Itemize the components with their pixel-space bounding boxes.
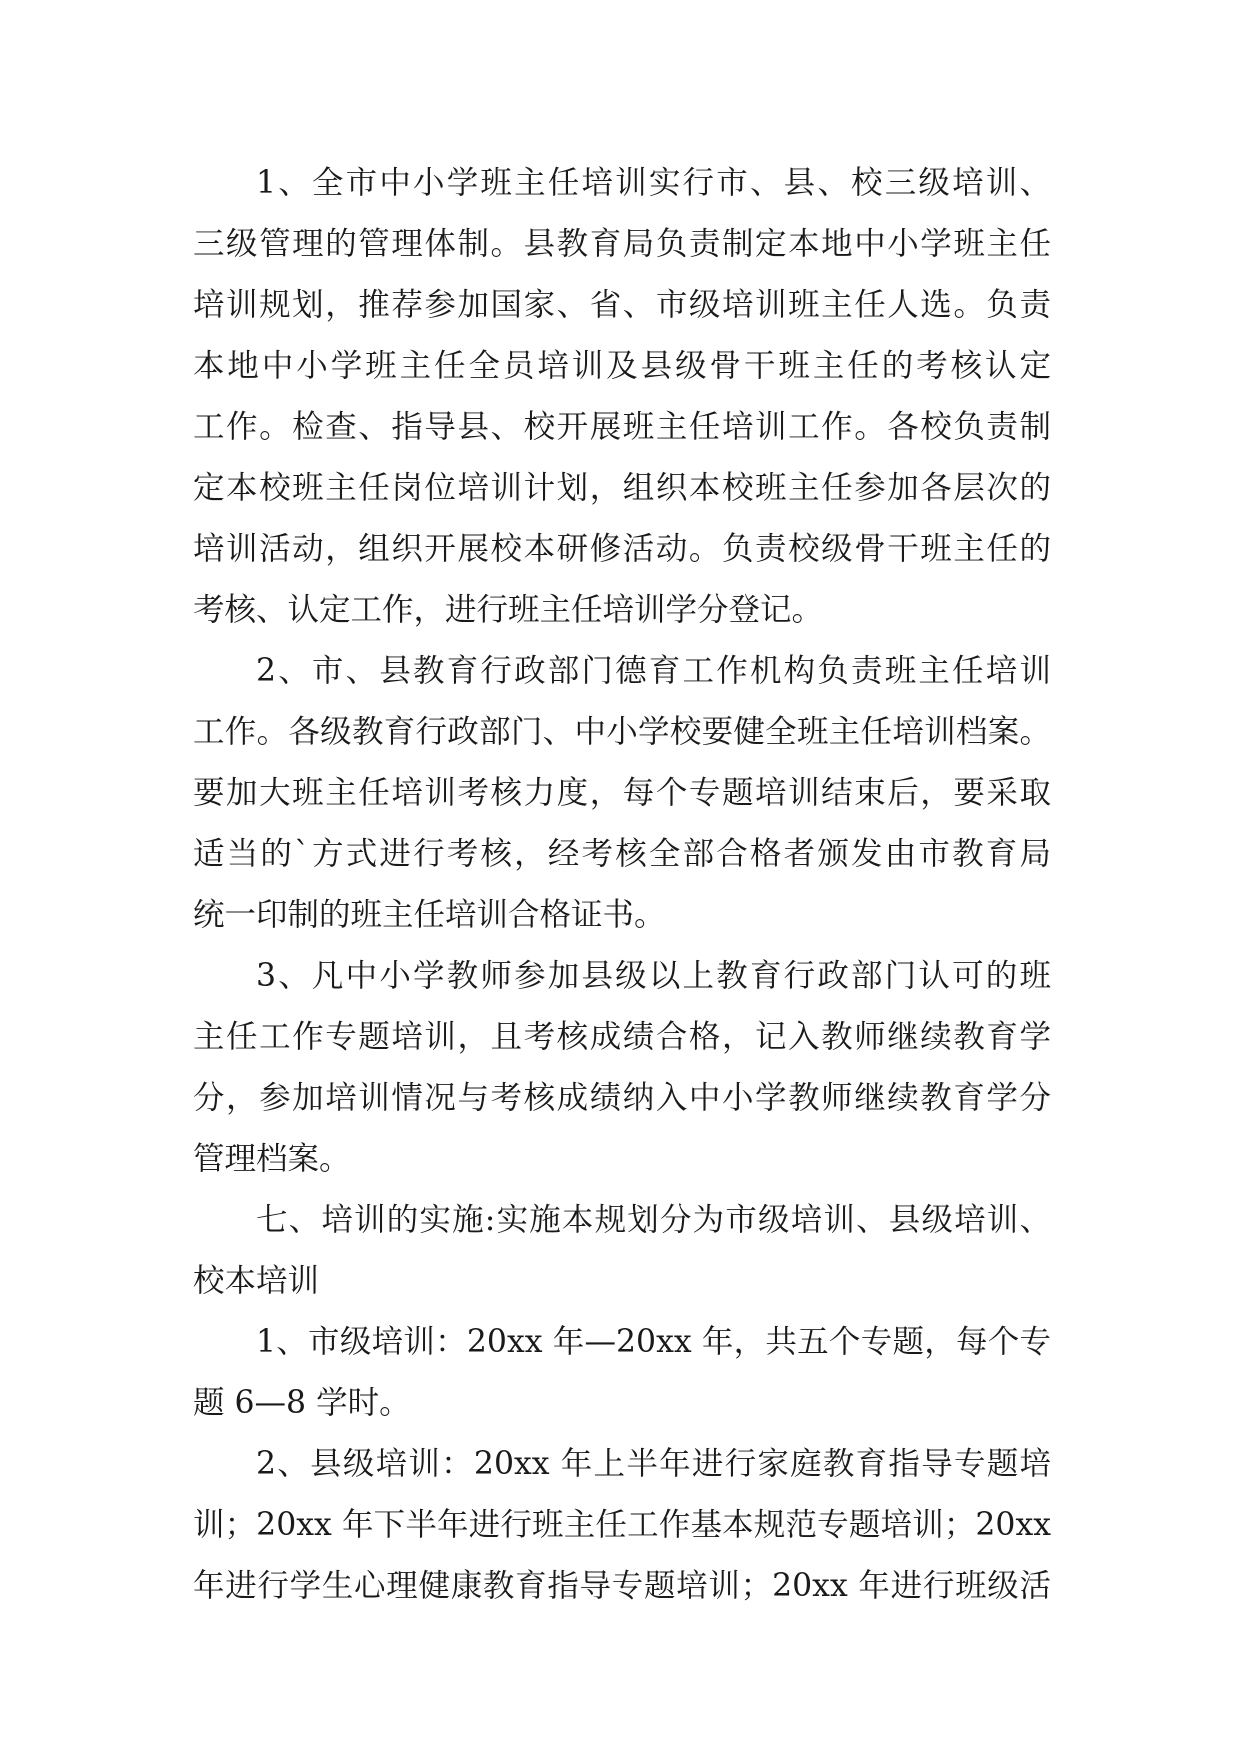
paragraph-line: 题 6—8 学时。 [193, 1385, 411, 1421]
paragraph-line: 2、市、县教育行政部门德育工作机构负责班主任培训 [256, 653, 1051, 689]
document-body [193, 153, 1051, 1617]
section-heading-training-implementation [193, 1190, 1051, 1312]
paragraph-line: 管理档案。 [193, 1141, 351, 1177]
paragraph-line: 统一印制的班主任培训合格证书。 [193, 897, 666, 933]
paragraph-city-level-training [193, 1312, 1051, 1434]
paragraph-line: 定本校班主任岗位培训计划，组织本校班主任参加各层次的 [193, 470, 1051, 506]
paragraph-line: 考核、认定工作，进行班主任培训学分登记。 [193, 592, 824, 628]
paragraph-line: 工作。各级教育行政部门、中小学校要健全班主任培训档案。 [193, 714, 1051, 750]
paragraph-line: 七、培训的实施:实施本规划分为市级培训、县级培训、 [256, 1202, 1051, 1238]
paragraph-line: 3、凡中小学教师参加县级以上教育行政部门认可的班 [256, 958, 1051, 994]
paragraph-county-level-training [193, 1434, 1051, 1617]
paragraph-class-teacher-training-management [193, 153, 1051, 641]
paragraph-line: 1、市级培训：20xx 年—20xx 年，共五个专题，每个专 [256, 1324, 1051, 1360]
paragraph-line: 校本培训 [193, 1263, 320, 1299]
paragraph-line: 训；20xx 年下半年进行班主任工作基本规范专题培训；20xx [193, 1507, 1051, 1543]
paragraph-line: 工作。检查、指导县、校开展班主任培训工作。各校负责制 [193, 409, 1051, 445]
paragraph-line: 三级管理的管理体制。县教育局负责制定本地中小学班主任 [193, 226, 1051, 262]
paragraph-line: 分，参加培训情况与考核成绩纳入中小学教师继续教育学分 [193, 1080, 1051, 1116]
paragraph-line: 培训活动，组织开展校本研修活动。负责校级骨干班主任的 [193, 531, 1051, 567]
paragraph-training-assessment [193, 641, 1051, 946]
paragraph-line: 培训规划，推荐参加国家、省、市级培训班主任人选。负责 [193, 287, 1051, 323]
paragraph-line: 主任工作专题培训，且考核成绩合格，记入教师继续教育学 [193, 1019, 1051, 1055]
paragraph-line: 年进行学生心理健康教育指导专题培训；20xx 年进行班级活 [193, 1568, 1051, 1604]
paragraph-continuing-education-credits [193, 946, 1051, 1190]
paragraph-line: 适当的`方式进行考核，经考核全部合格者颁发由市教育局 [193, 836, 1051, 872]
paragraph-line: 1、全市中小学班主任培训实行市、县、校三级培训、 [256, 165, 1051, 201]
paragraph-line: 要加大班主任培训考核力度，每个专题培训结束后，要采取 [193, 775, 1051, 811]
paragraph-line: 本地中小学班主任全员培训及县级骨干班主任的考核认定 [193, 348, 1051, 384]
paragraph-line: 2、县级培训：20xx 年上半年进行家庭教育指导专题培 [256, 1446, 1051, 1482]
